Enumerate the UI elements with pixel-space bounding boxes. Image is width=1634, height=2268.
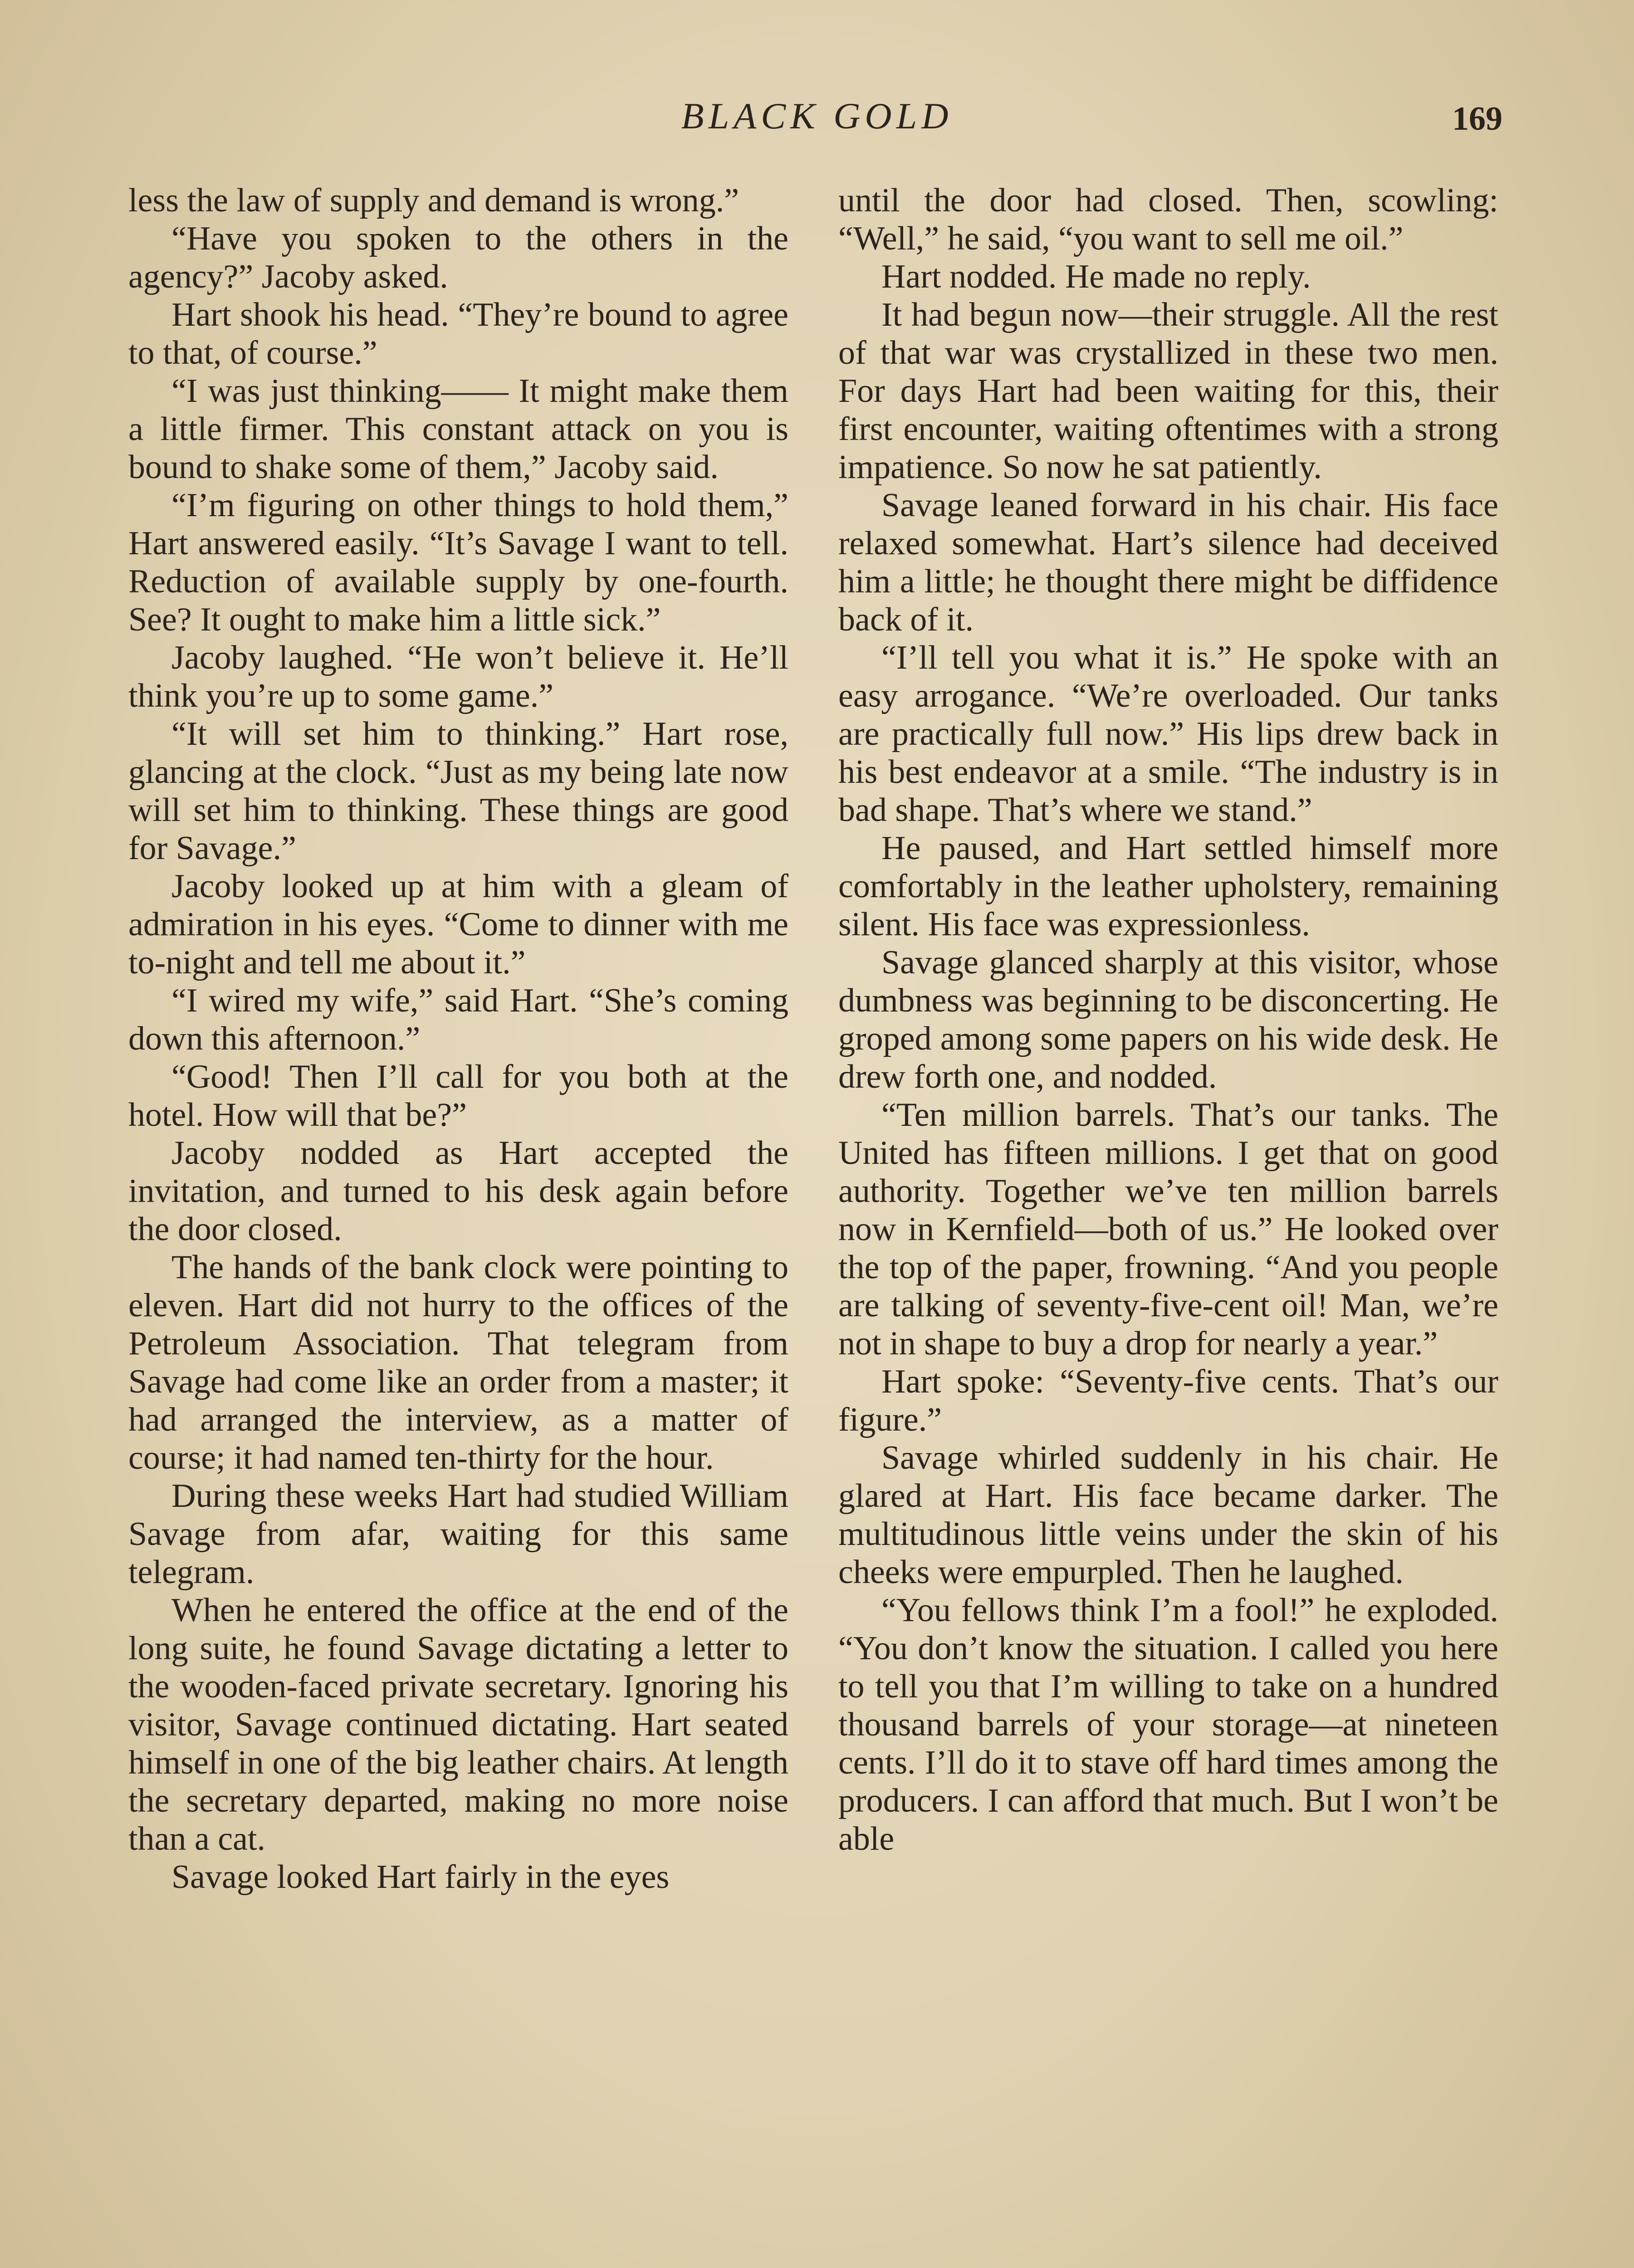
right-column [838, 181, 1498, 1858]
paragraph: “You fellows think I’m a fool!” he exploded. “You don’t know the situation. I called you here to tell you that I’m willing to take on a hundred thousand barrels of your storage—at nineteen cents. I’ll do it to stave off hard times among the producers. I can afford that much. But I won’t be able [838, 1592, 1498, 1857]
paragraph: Hart shook his head. “They’re bound to agree to that, of course.” [128, 296, 788, 371]
paragraph: Jacoby laughed. “He won’t believe it. He’ll think you’re up to some game.” [128, 639, 788, 714]
paragraph: Jacoby looked up at him with a gleam of admiration in his eyes. “Come to dinner with me to-night and tell me about it.” [128, 868, 788, 981]
paragraph: “I’ll tell you what it is.” He spoke with an easy arrogance. “We’re overloaded. Our tanks are practically full now.” His lips drew back in his best endeavor at a smile. “The industry is in bad shape. That’s where we stand.” [838, 639, 1498, 829]
paragraph: During these weeks Hart had studied William Savage from afar, waiting for this same telegram. [128, 1477, 788, 1591]
page-number: 169 [1452, 100, 1502, 137]
paragraph: “Ten million barrels. That’s our tanks. The United has fifteen millions. I get that on good authority. Together we’ve ten million barrels now in Kernfield—both of us.” He looked over the top of the paper, frowning. “And you people are talking of seventy-five-cent oil! Man, we’re not in shape to buy a drop for nearly a year.” [838, 1096, 1498, 1362]
paragraph: “Have you spoken to the others in the agency?” Jacoby asked. [128, 220, 788, 295]
paragraph: “It will set him to thinking.” Hart rose, glancing at the clock. “Just as my being late now will set him to thinking. These things are good for Savage.” [128, 715, 788, 867]
paragraph: Savage looked Hart fairly in the eyes [171, 1858, 670, 1896]
paragraph: Jacoby nodded as Hart accepted the invitation, and turned to his desk again before the door closed. [128, 1134, 788, 1248]
paragraph: “I’m figuring on other things to hold them,” Hart answered easily. “It’s Savage I want to tell. Reduction of available supply by one-fourth. See? It ought to make him a little sick.” [128, 487, 788, 638]
paragraph: “Good! Then I’ll call for you both at the hotel. How will that be?” [128, 1058, 788, 1134]
paragraph: Savage whirled suddenly in his chair. He glared at Hart. His face became darker. The multitudinous little veins under the skin of his cheeks were empurpled. Then he laughed. [838, 1439, 1498, 1591]
left-column [128, 181, 788, 1896]
paragraph: When he entered the office at the end of the long suite, he found Savage dictating a letter to the wooden-faced private secretary. Ignoring his visitor, Savage continued dictating. Hart seated himself in one of the big leather chairs. At length the secretary departed, making no more noise than a cat. [128, 1592, 788, 1857]
paragraph: “I wired my wife,” said Hart. “She’s coming down this afternoon.” [128, 982, 788, 1057]
paragraph: Savage glanced sharply at this visitor, whose dumbness was beginning to be disconcerting. He groped among some papers on his wide desk. He drew forth one, and nodded. [838, 944, 1498, 1095]
paragraph: “I was just thinking—— It might make them a little firmer. This constant attack on you is bound to shake some of them,” Jacoby said. [128, 372, 788, 486]
paragraph: Hart spoke: “Seventy-five cents. That’s our figure.” [838, 1363, 1498, 1438]
paragraph: until the door had closed. Then, scowling: “Well,” he said, “you want to sell me oil.” [838, 182, 1498, 257]
paragraph: Savage leaned forward in his chair. His face relaxed somewhat. Hart’s silence had deceived him a little; he thought there might be diffidence back of it. [838, 487, 1498, 638]
paragraph: less the law of supply and demand is wrong.” [128, 182, 739, 219]
paragraph: He paused, and Hart settled himself more comfortably in the leather upholstery, remaining silent. His face was expressionless. [838, 830, 1498, 943]
paragraph: Hart nodded. He made no reply. [881, 258, 1311, 295]
paragraph: The hands of the bank clock were pointing to eleven. Hart did not hurry to the offices of the Petroleum Association. That telegram from Savage had come like an order from a master; it had arranged the interview, as a matter of course; it had named ten-thirty for the hour. [128, 1249, 788, 1476]
running-title: BLACK GOLD [681, 95, 953, 137]
paragraph: It had begun now—their struggle. All the rest of that war was crystallized in these two men. For days Hart had been waiting for this, their first encounter, waiting oftentimes with a strong impatience. So now he sat patiently. [838, 296, 1498, 486]
